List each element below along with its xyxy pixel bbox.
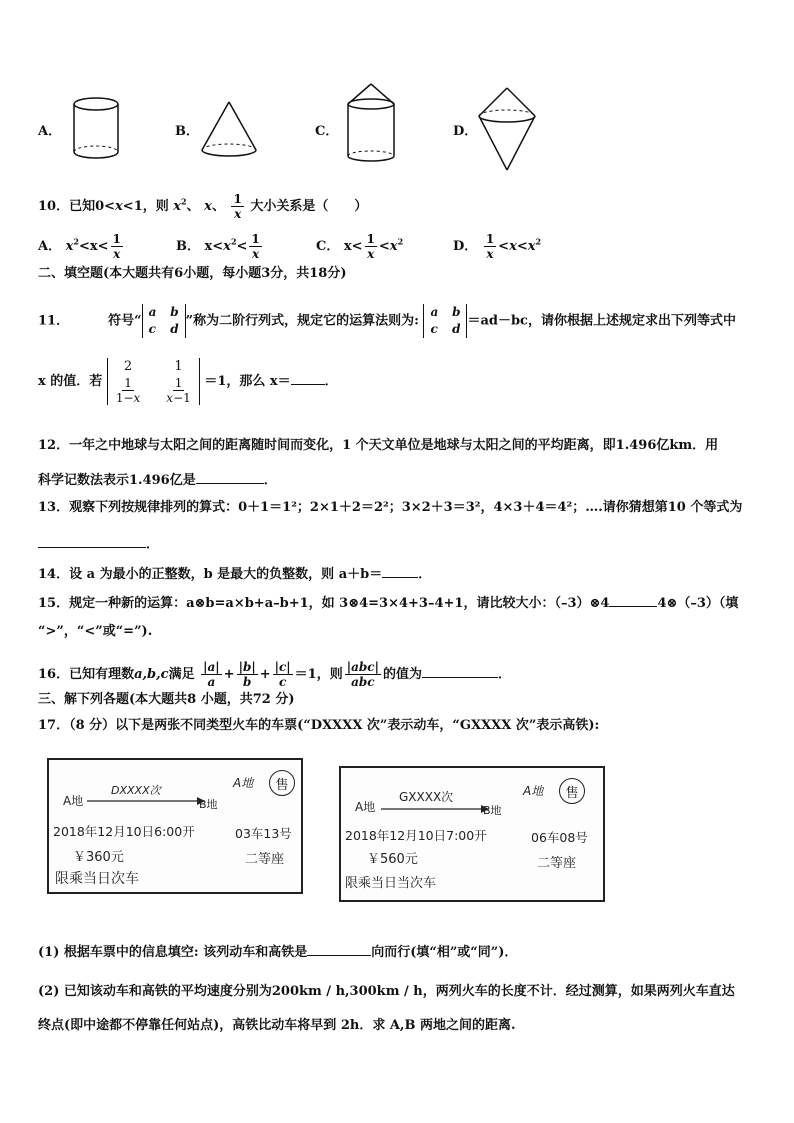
ticket-1-class: 二等座 — [245, 852, 285, 867]
question-11-line1: 11． 符号“ a b c d ”称为二阶行列式，规定它的运算法则为: a b c d ＝ad－bc，请你根据上述规定求出下列等式中 — [38, 305, 736, 336]
q10-option-d: D． — [453, 239, 478, 254]
question-15-line1: 15．规定一种新的运算：a⊗b=a×b+a–b+1，如 3⊗4=3×4+3–4+1，请比较大小：（–3）⊗4 4⊗（–3）（填 — [38, 593, 738, 612]
q11-answer-blank[interactable] — [291, 371, 325, 385]
stamp-icon: 售 — [269, 770, 295, 796]
ticket-1-note: 限乘当日次车 — [55, 871, 139, 887]
question-17-stem: 17．（8 分）以下是两张不同类型火车的车票(“DXXXX 次”表示动车，“GXXXX 次”表示高铁): — [38, 718, 600, 733]
option-a-label: A． — [38, 124, 62, 139]
question-13-line2: ． — [38, 534, 159, 553]
q10-option-c: C． — [316, 239, 340, 254]
question-16: 16．已知有理数a,b,c满足 $\frac{|a|}{a}$ + $\frac{|b|}{b}$ + $\frac{|c|}{c}$ ＝1，则 $\frac{\text{|abc|}}{\text{abc}}$ 的值为 ． — [38, 660, 511, 689]
ticket-2-note: 限乘当日当次车 — [345, 876, 437, 891]
ticket-1-datetime: 2018年12月10日6:00开 — [53, 824, 195, 839]
question-12-line2: 科学记数法表示1.496亿是 ． — [38, 470, 277, 489]
ticket-1-seat: 03车13号 — [235, 826, 292, 841]
q10-option-b: B． — [176, 239, 200, 254]
ticket-2-seat: 06车08号 — [531, 830, 588, 845]
ticket-2-class: 二等座 — [537, 856, 577, 871]
ticket-1-from: A地 — [63, 794, 84, 808]
ticket-1-price: ￥360元 — [73, 850, 124, 865]
ticket-1-to: B地 — [199, 798, 218, 811]
option-c-label: C． — [315, 124, 339, 139]
question-12-line1: 12．一年之中地球与太阳之间的距离随时间而变化，1 个天文单位是地球与太阳之间的平均距离，即1.496亿km．用 — [38, 438, 719, 453]
cylinder-cone-icon — [340, 82, 402, 166]
arrow-right-icon — [381, 804, 489, 814]
stamp-icon: 售 — [559, 778, 585, 804]
section-2-heading: 二、填空题(本大题共有6小题，每小题3分，共18分) — [38, 266, 347, 281]
q17-answer-blank[interactable] — [307, 942, 371, 956]
ticket-2-station: A地 — [523, 784, 544, 798]
cone-icon — [198, 100, 260, 160]
q12-answer-blank[interactable] — [196, 470, 264, 484]
q15-answer-blank[interactable] — [609, 593, 657, 607]
ticket-2-train: GXXXX次 — [399, 790, 454, 804]
ticket-dongche — [47, 758, 303, 894]
ticket-1-station: A地 — [233, 776, 254, 790]
option-b-label: B． — [175, 124, 199, 139]
question-17-part-2-line2: 终点(即中途都不停靠任何站点)，高铁比动车将早到 2h．求 A,B 两地之间的距离. — [38, 1018, 516, 1033]
arrow-right-icon — [87, 796, 205, 806]
question-17-part-1: (1) 根据车票中的信息填空: 该列动车和高铁是 向而行(填“相”或“同”)． — [38, 942, 517, 961]
ticket-gaotie — [339, 766, 605, 902]
question-10-stem: 10．已知0<x<1，则 $x^2$、 x、 $\frac{1}{x}$ 大小关系是（ ） — [38, 192, 368, 221]
ticket-1-train: DXXXX次 — [111, 784, 161, 797]
question-17-part-2-line1: (2) 已知该动车和高铁的平均速度分别为200km / h,300km / h，两列火车的长度不计．经过测算，如果两列火车直达 — [38, 984, 735, 999]
question-14: 14．设 a 为最小的正整数，b 是最大的负整数，则 a＋b＝ ． — [38, 564, 431, 583]
option-d-label: D． — [453, 124, 478, 139]
ticket-2-from: A地 — [355, 800, 376, 814]
question-10-options: A． $x^2<x<$ $\frac{1}{x}$ — [38, 232, 121, 261]
ticket-2-price: ￥560元 — [367, 852, 418, 867]
section-3-heading: 三、解下列各题(本大题共8 小题，共72 分) — [38, 692, 295, 707]
cylinder-icon — [68, 94, 124, 162]
q13-answer-blank[interactable] — [38, 534, 146, 548]
question-13-line1: 13．观察下列按规律排列的算式：0＋1＝1²；2×1＋2＝2²；3×2＋3＝3²，4×3＋4＝4²；….请你猜想第10 个等式为 — [38, 500, 743, 515]
double-cone-icon — [475, 86, 539, 174]
q10-option-a: A． — [38, 239, 62, 254]
ticket-2-datetime: 2018年12月10日7:00开 — [345, 828, 487, 843]
q14-answer-blank[interactable] — [382, 564, 418, 578]
question-11-line2: x 的值．若 2 $\frac{1}{1-x}$ 1 $\frac{1}{x-1}$ ＝1，那么 x＝ ． — [38, 359, 338, 405]
question-15-line2: “>”，“<”或“=”). — [38, 624, 153, 639]
q16-answer-blank[interactable] — [422, 664, 498, 678]
ticket-2-to: B地 — [483, 804, 502, 817]
